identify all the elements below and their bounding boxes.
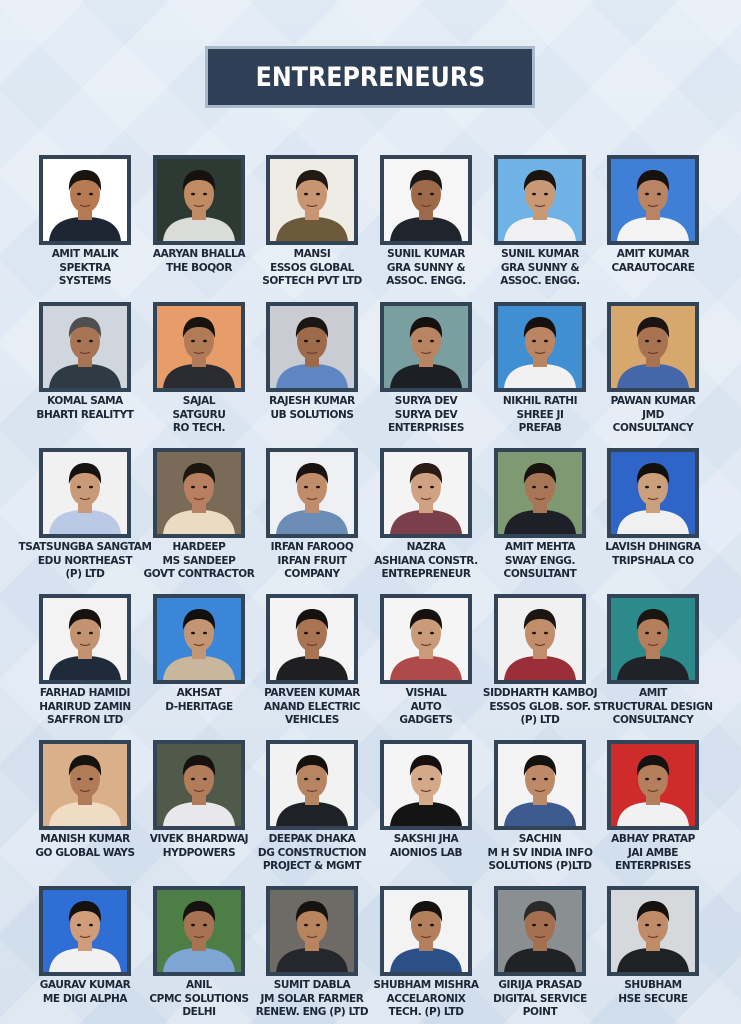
person-name: AMIT MALIK — [51, 248, 119, 260]
profile-photo — [266, 740, 358, 830]
company-line: TECH. (P) LTD — [388, 1006, 464, 1018]
person-name: SUNIL KUMAR — [387, 248, 465, 260]
company-line: HARIRUD ZAMIN — [39, 700, 131, 713]
person-silhouette-icon — [157, 744, 241, 826]
company-line: SAFFRON LTD — [47, 714, 123, 726]
person-name: AMIT KUMAR — [616, 248, 690, 260]
person-silhouette-icon — [384, 744, 468, 826]
company-line: (P) LTD — [65, 568, 105, 580]
company-line: CPMC SOLUTIONS — [149, 992, 249, 1005]
company-line: SOFTECH PVT LTD — [262, 275, 362, 287]
company-line: SHREE JI — [516, 408, 564, 421]
company-line: POINT — [522, 1006, 558, 1018]
person-silhouette-icon — [384, 890, 468, 972]
person-silhouette-icon — [384, 598, 468, 680]
person-silhouette-icon — [270, 744, 354, 826]
company-line: ASSOC. ENGG. — [500, 275, 580, 287]
person-silhouette-icon — [498, 598, 582, 680]
person-silhouette-icon — [43, 598, 127, 680]
profile-photo — [39, 886, 131, 976]
company-line: SOLUTIONS (P)LTD — [488, 860, 592, 872]
person-silhouette-icon — [43, 452, 127, 534]
person-name: PARVEEN KUMAR — [264, 687, 360, 699]
person-silhouette-icon — [384, 159, 468, 241]
person-name: VISHAL — [405, 687, 447, 699]
company-line: SURYA DEV — [394, 408, 458, 421]
person-silhouette-icon — [498, 744, 582, 826]
profile-photo — [380, 886, 472, 976]
person-name: KOMAL SAMA — [47, 395, 123, 407]
person-silhouette-icon — [498, 452, 582, 534]
person-name: NIKHIL RATHI — [502, 395, 578, 407]
person-name: SAJAL — [182, 395, 216, 407]
person-silhouette-icon — [270, 306, 354, 388]
company-line: THE BOQOR — [165, 261, 233, 274]
company-line: PREFAB — [518, 422, 562, 434]
company-line: RO TECH. — [172, 422, 226, 434]
profile-caption — [578, 687, 728, 728]
company-line: ASHIANA CONSTR. — [374, 554, 478, 567]
profile-photo — [494, 740, 586, 830]
profile-photo — [266, 886, 358, 976]
company-line: JMD — [642, 408, 664, 421]
company-line: ESSOS GLOB. SOF. — [489, 700, 591, 713]
company-line: IRFAN FRUIT — [277, 554, 347, 567]
company-line: SPEKTRA — [59, 261, 111, 274]
company-line: HYDPOWERS — [162, 846, 236, 859]
company-line: DG CONSTRUCTION — [257, 846, 367, 859]
person-silhouette-icon — [611, 159, 695, 241]
profile-photo — [607, 155, 699, 245]
profile-photo — [494, 448, 586, 538]
person-silhouette-icon — [270, 452, 354, 534]
profile-photo — [607, 302, 699, 392]
person-silhouette-icon — [157, 598, 241, 680]
profile-photo — [494, 155, 586, 245]
person-silhouette-icon — [611, 306, 695, 388]
profile-photo — [39, 740, 131, 830]
person-name: RAJESH KUMAR — [269, 395, 355, 407]
person-silhouette-icon — [270, 598, 354, 680]
company-line: ANAND ELECTRIC — [263, 700, 361, 713]
profile-caption — [578, 833, 728, 874]
company-line: D-HERITAGE — [165, 700, 233, 713]
person-name: SURYA DEV — [394, 395, 458, 407]
profile-photo — [153, 302, 245, 392]
person-silhouette-icon — [270, 159, 354, 241]
page-title: ENTREPRENEURS — [255, 61, 485, 93]
company-line: ASSOC. ENGG. — [386, 275, 466, 287]
company-line: ENTERPRISES — [615, 860, 691, 872]
profile-photo — [607, 448, 699, 538]
person-silhouette-icon — [384, 452, 468, 534]
company-line: UB SOLUTIONS — [270, 408, 354, 421]
person-name: SHUBHAM MISHRA — [373, 979, 479, 991]
person-name: MANSI — [293, 248, 331, 260]
company-line: CONSULTANT — [503, 568, 577, 580]
person-name: AKHSAT — [176, 687, 222, 699]
profile-photo — [266, 302, 358, 392]
company-line: SYSTEMS — [58, 275, 112, 287]
person-name: SACHIN — [518, 833, 562, 845]
person-silhouette-icon — [43, 890, 127, 972]
profile-photo — [153, 886, 245, 976]
profile-photo — [380, 740, 472, 830]
company-line: BHARTI REALITYT — [36, 408, 134, 421]
person-name: HARDEEP — [172, 541, 226, 553]
company-line: JAI AMBE — [627, 846, 679, 859]
person-silhouette-icon — [157, 452, 241, 534]
person-silhouette-icon — [611, 744, 695, 826]
profile-photo — [153, 155, 245, 245]
person-name: NAZRA — [406, 541, 446, 553]
company-line: GRA SUNNY & — [386, 261, 466, 274]
person-silhouette-icon — [611, 452, 695, 534]
profile-photo — [266, 594, 358, 684]
company-line: CARAUTOCARE — [611, 261, 695, 274]
profile-caption — [578, 248, 728, 275]
company-line: CONSULTANCY — [612, 422, 694, 434]
person-silhouette-icon — [498, 306, 582, 388]
company-line: HSE SECURE — [618, 992, 688, 1005]
profile-photo — [153, 740, 245, 830]
company-line: RENEW. ENG (P) LTD — [255, 1006, 369, 1018]
company-line: TRIPSHALA CO — [612, 554, 694, 567]
person-silhouette-icon — [611, 890, 695, 972]
company-line: PROJECT & MGMT — [262, 860, 362, 872]
profile-photo — [380, 155, 472, 245]
person-name: LAVISH DHINGRA — [605, 541, 701, 553]
profile-photo — [380, 594, 472, 684]
person-name: TSATSUNGBA SANGTAM — [18, 541, 152, 553]
person-silhouette-icon — [498, 890, 582, 972]
person-silhouette-icon — [43, 744, 127, 826]
company-line: CONSULTANCY — [612, 714, 694, 726]
person-silhouette-icon — [498, 159, 582, 241]
person-silhouette-icon — [157, 890, 241, 972]
profile-photo — [607, 740, 699, 830]
person-name: AMIT MEHTA — [504, 541, 576, 553]
person-silhouette-icon — [384, 306, 468, 388]
person-name: ABHAY PRATAP — [611, 833, 695, 845]
profile-photo — [607, 594, 699, 684]
company-line: AIONIOS LAB — [389, 846, 463, 859]
person-name: SIDDHARTH KAMBOJ — [482, 687, 598, 699]
profile-caption — [578, 541, 728, 568]
profile-photo — [494, 886, 586, 976]
person-name: SHUBHAM — [624, 979, 682, 991]
person-silhouette-icon — [43, 159, 127, 241]
company-line: ENTERPRISES — [388, 422, 464, 434]
company-line: (P) LTD — [520, 714, 560, 726]
company-line: STRUCTURAL DESIGN — [593, 700, 713, 713]
person-name: AMIT — [638, 687, 668, 699]
company-line: DIGITAL SERVICE — [493, 992, 587, 1005]
person-name: SUNIL KUMAR — [501, 248, 579, 260]
person-name: MANISH KUMAR — [40, 833, 130, 845]
person-silhouette-icon — [611, 598, 695, 680]
profile-caption — [578, 979, 728, 1006]
company-line: DELHI — [182, 1006, 216, 1018]
profile-photo — [494, 302, 586, 392]
profile-photo — [153, 594, 245, 684]
person-name: GIRIJA PRASAD — [498, 979, 582, 991]
company-line: ACCELARONIX — [386, 992, 466, 1005]
company-line: SWAY ENGG. — [504, 554, 576, 567]
profile-photo — [494, 594, 586, 684]
person-silhouette-icon — [157, 306, 241, 388]
company-line: JM SOLAR FARMER — [260, 992, 364, 1005]
person-name: SAKSHI JHA — [393, 833, 459, 845]
profile-photo — [39, 155, 131, 245]
person-silhouette-icon — [157, 159, 241, 241]
person-name: IRFAN FAROOQ — [270, 541, 354, 553]
person-silhouette-icon — [43, 306, 127, 388]
company-line: AUTO — [410, 700, 442, 713]
person-name: DEEPAK DHAKA — [268, 833, 356, 845]
profile-photo — [39, 302, 131, 392]
person-name: AARYAN BHALLA — [152, 248, 246, 260]
person-name: FARHAD HAMIDI — [39, 687, 131, 699]
person-name: ANIL — [186, 979, 212, 991]
profile-photo — [266, 448, 358, 538]
profile-photo — [380, 302, 472, 392]
company-line: M H SV INDIA INFO — [487, 846, 593, 859]
company-line: GRA SUNNY & — [500, 261, 580, 274]
person-silhouette-icon — [270, 890, 354, 972]
company-line: ME DIGI ALPHA — [42, 992, 128, 1005]
company-line: ENTREPRENEUR — [381, 568, 471, 580]
profile-photo — [39, 594, 131, 684]
company-line: COMPANY — [284, 568, 340, 580]
company-line: VEHICLES — [285, 714, 339, 726]
profile-photo — [39, 448, 131, 538]
person-name: PAWAN KUMAR — [610, 395, 696, 407]
company-line: EDU NORTHEAST — [37, 554, 133, 567]
profile-photo — [607, 886, 699, 976]
person-name: GAURAV KUMAR — [39, 979, 131, 991]
company-line: GADGETS — [399, 714, 453, 726]
company-line: SATGURU — [172, 408, 226, 421]
profile-caption — [578, 395, 728, 436]
person-name: VIVEK BHARDWAJ — [149, 833, 249, 845]
profile-photo — [153, 448, 245, 538]
profile-photo — [266, 155, 358, 245]
company-line: MS SANDEEP — [162, 554, 236, 567]
company-line: ESSOS GLOBAL — [270, 261, 354, 274]
company-line: GO GLOBAL WAYS — [35, 846, 135, 859]
company-line: GOVT CONTRACTOR — [143, 568, 255, 580]
person-name: SUMIT DABLA — [273, 979, 351, 991]
profile-photo — [380, 448, 472, 538]
